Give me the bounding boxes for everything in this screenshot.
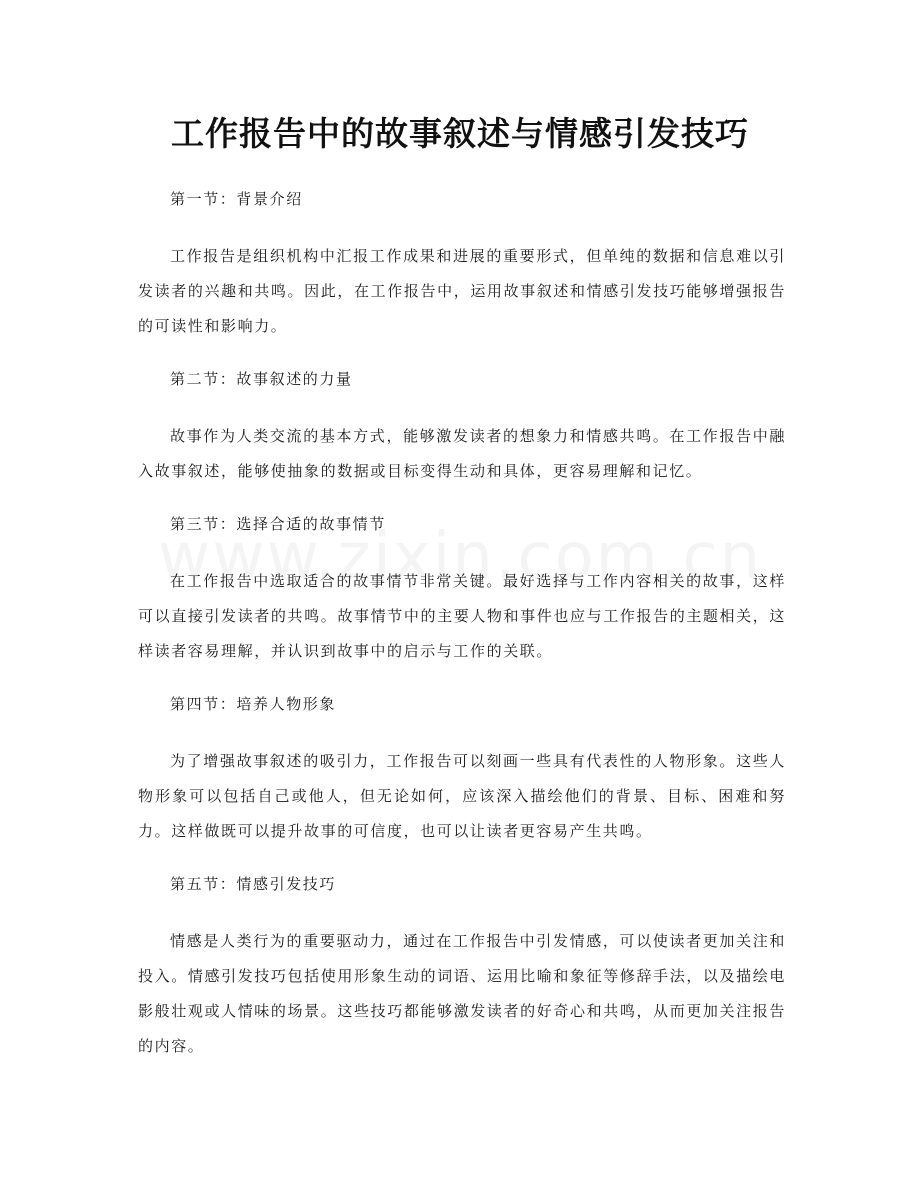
section-2: [138, 364, 786, 489]
section-paragraph: 故事作为人类交流的基本方式，能够激发读者的想象力和情感共鸣。在工作报告中融入故事叙述，能够使抽象的数据或目标变得生动和具体，更容易理解和记忆。: [138, 427, 786, 480]
section-1: [138, 184, 786, 344]
document-title: 工作报告中的故事叙述与情感引发技巧: [171, 114, 749, 153]
section-paragraph: 为了增强故事叙述的吸引力，工作报告可以刻画一些具有代表性的人物形象。这些人物形象可以包括自己或他人，但无论如何，应该深入描绘他们的背景、目标、困难和努力。这样做既可以提升故事的可信度，也可以让读者更容易产生共鸣。: [138, 752, 786, 840]
section-heading: 第四节：培养人物形象: [170, 695, 337, 713]
section-paragraph: 工作报告是组织机构中汇报工作成果和进展的重要形式，但单纯的数据和信息难以引发读者的兴趣和共鸣。因此，在工作报告中，运用故事叙述和情感引发技巧能够增强报告的可读性和影响力。: [138, 247, 786, 335]
section-heading: 第五节：情感引发技巧: [170, 875, 337, 893]
section-heading: 第一节：背景介绍: [170, 190, 303, 208]
section-4: [138, 689, 786, 849]
section-paragraph: 情感是人类行为的重要驱动力，通过在工作报告中引发情感，可以使读者更加关注和投入。情感引发技巧包括使用形象生动的词语、运用比喻和象征等修辞手法，以及描绘电影般壮观或人情味的场景。这些技巧都能够激发读者的好奇心和共鸣，从而更加关注报告的内容。: [138, 932, 786, 1055]
document-body: [138, 184, 786, 1084]
section-5: [138, 869, 786, 1064]
section-heading: 第二节：故事叙述的力量: [170, 370, 353, 388]
section-heading: 第三节：选择合适的故事情节: [170, 515, 386, 533]
section-paragraph: 在工作报告中选取适合的故事情节非常关键。最好选择与工作内容相关的故事，这样可以直接引发读者的共鸣。故事情节中的主要人物和事件也应与工作报告的主题相关，这样读者容易理解，并认识到故事中的启示与工作的关联。: [138, 572, 786, 660]
section-3: [138, 509, 786, 669]
